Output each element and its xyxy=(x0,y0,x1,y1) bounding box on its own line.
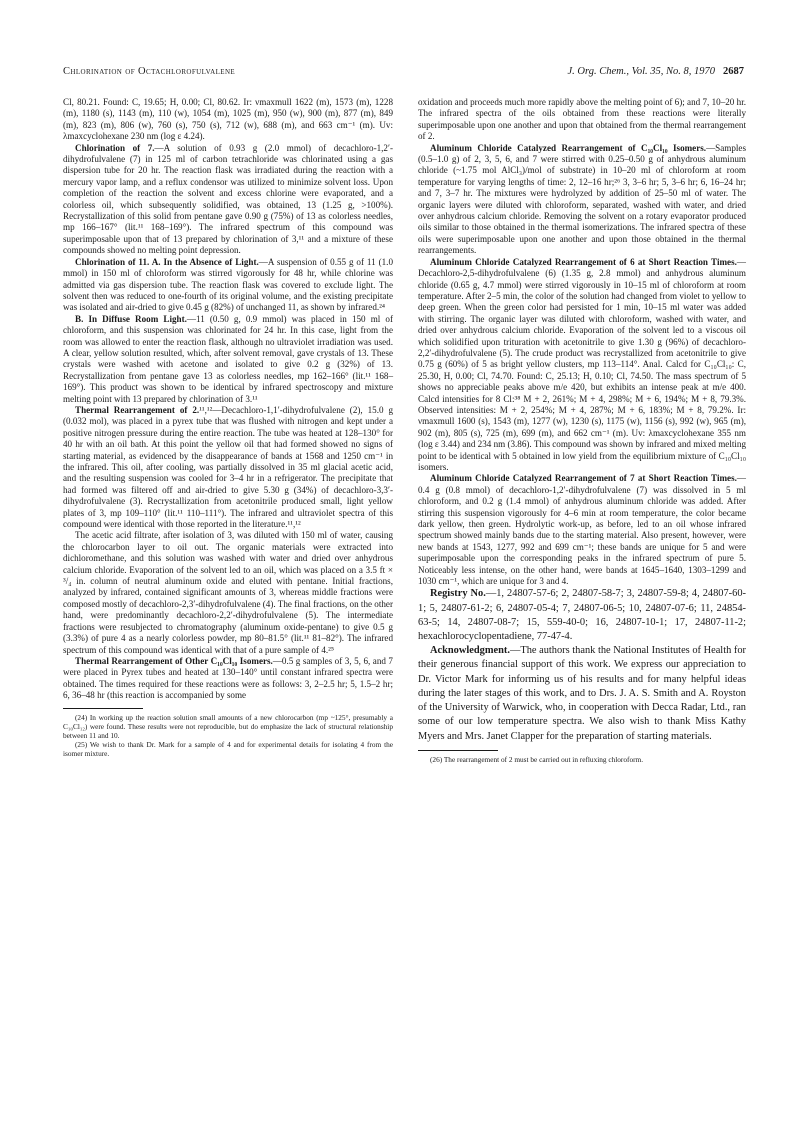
section-heading: Aluminum Chloride Catalyzed Rearrangement of 6 at Short Reaction Times. xyxy=(430,256,737,267)
paragraph-text: —The authors thank the National Institutes of Health for their generous financial support of this work. We express our appreciation to Dr. Victor Mark for informing us of his results and for many helpful ideas during the later stages of this work, and to Drs. J. A. S. Smith and A. Royston of the University of Warwick, who, in cooperation with Decca Radar, Ltd., ran some of our low temperature spectra. We also wish to thank Miss Kathy Myers and Mrs. Janet Clapper for the preparation of starting materials. xyxy=(418,645,746,742)
paragraph-alcl-7 xyxy=(418,473,746,587)
paragraph-text: —0.4 g (0.8 mmol) of decachloro-1,2′-dihydrofulvalene (7) was dissolved in 5 ml chloroform, and 0.2 g (1.4 mmol) of anhydrous aluminum chloride was added. After stirring this suspension vigorously for 4–6 min at room temperature, the color became dark yellow, then green. Hydrolytic work-up, as before, led to an oil whose infrared spectrum showed mainly bands due to the starting material. Also present, however, were new bands at 1543, 1277, 992 and 699 cm⁻¹; these bands are unique for 5 and were superimposable upon the corresponding peaks in the infrared spectrum of pure 5. Noticeably less intense, on the other hand, were bands at 1645–1640, 1303–1299 and 1030 cm⁻¹, which are unique for 3 and 4. xyxy=(418,473,746,587)
paragraph-text: ¹¹,¹²—Decachloro-1,1′-dihydrofulvalene (2), 15.0 g (0.032 mol), was placed in a pyrex tube that was flushed with nitrogen and kept under a positive nitrogen pressure during the entire reaction. The tube was heated at 128–130° for 40 hr with an oil bath. At this point the yellow oil that had formed showed no signs of starting material, as evidenced by the disappearance of bands at 1568 and 1250 cm⁻¹ in the infrared. This oil, after cooling, was partially dissolved in 35 ml glacial acetic acid, and the resulting suspension was cooled for 3–4 hr in a refrigerator. The precipitate that had formed was filtered off and air-dried to give 5.30 g (34%) of decachloro-3,3′-dihydrofulvalene (3). Recrystallization from acetonitrile produced small, light yellow plates of 3, mp 109–110° (lit.¹¹ 110–111°). The infrared and ultraviolet spectra of this compound were identical with those reported in the literature.¹¹,¹² xyxy=(63,404,394,530)
section-heading: Chlorination of 7. xyxy=(75,142,155,153)
paragraph-thermal-2 xyxy=(63,405,393,530)
paragraph-text: —0.5 g samples of 3, 5, 6, and 7 were placed in Pyrex tubes and heated at 130–140° until constant infrared spectra were obtained. The times required for these reactions were as follows: 3, 2–2.5 hr; 5, 1.5–2 hr; 6, 36–48 hr (this reaction is accompanied by some xyxy=(63,655,393,701)
paragraph-acetic-filtrate: The acetic acid filtrate, after isolation of 3, was diluted with 150 ml of water, causing the chlorocarbon layer to oil out. The organic materials were extracted into dichloromethane, and this solution was washed with water and dried over anhydrous calcium chloride. Evaporation of the solvent led to an oil, which was placed on a 3.5 ft × ³/₄ in. column of neutral aluminum oxide and eluted with pentane. Initial fractions, analyzed by infrared, contained significant amounts of 3, whereas middle fractions were composed mostly of decachloro-2,3′-dihydrofulvalene (4). The final fractions, on the other hand, were predominantly decachloro-2,2′-dihydrofulvalene (5). The intermediate fractions were resubjected to chromatography (aluminum oxide-pentane) to give 0.5 g (3.3%) of pure 4 as a nearly colorless powder, mp 80–81.5° (lit.¹¹ 81–82°). The infrared spectrum of this compound was identical with that of a pure sample of 4.²⁵ xyxy=(63,530,393,655)
left-column xyxy=(63,97,393,759)
footnote-25: (25) We wish to thank Dr. Mark for a sample of 4 and for experimental details for isolating 4 from the isomer mixture. xyxy=(63,740,393,759)
paragraph-diffuse-light xyxy=(63,314,393,405)
paragraph-alcl-isomers xyxy=(418,143,746,257)
registry-numbers xyxy=(418,587,746,644)
paragraph-text: —A solution of 0.93 g (2.0 mmol) of decachloro-1,2′-dihydrofulvalene (7) in 125 ml of carbon tetrachloride was chlorinated using a gas dispersion tube for 20 hr. The reaction flask was irradiated during the reaction with a mercury vapor lamp, and a reflux condensor was utilized to minimize solvent loss. Upon completion of the reaction the solvent and excess chlorine were evaporated, and a colorless oil, which subsequently solidified, was obtained, 13 (1.25 g, >100%). Recrystallization of this solid from pentane gave 0.90 g (75%) of 13 as colorless needles, mp 166–167° (lit.¹¹ 168–169°). The infrared spectrum of this compound was superimposable upon that of 13 prepared by chlorination of 3,¹¹ and a mixture of these compounds showed no melting point depression. xyxy=(63,142,393,256)
running-title: Chlorination of Octachlorofulvalene xyxy=(63,66,236,77)
section-heading: Thermal Rearrangement of 2. xyxy=(75,404,200,415)
footnote-26: (26) The rearrangement of 2 must be carried out in refluxing chloroform. xyxy=(430,754,644,764)
page-number: 2687 xyxy=(723,66,744,77)
paragraph-chlorination-11 xyxy=(63,257,393,314)
section-heading: B. In Diffuse Room Light. xyxy=(75,313,187,324)
journal-citation xyxy=(568,66,744,77)
paragraph-text: —Samples (0.5–1.0 g) of 2, 3, 5, 6, and 7 were stirred with 0.25–0.50 g of anhydrous aluminum chloride (~1.75 mol AlCl₃)/mol of substrate) in 10–20 ml of chloroform at room temperature for varying lengths of time: 2, 12–16 hr;²⁶ 3, 3–6 hr; 5, 3–6 hr; 6, 16–24 hr; and 7, 3–7 hr. The mixtures were hydrolyzed by addition of 25–50 ml of water. The organic layers were diluted with chloroform, separated, washed with water, and dried over anhydrous calcium chloride. Removing the solvent on a rotary evaporator produced oils similar to those obtained in the thermal isomerizations. The infrared spectra of these oils were superimposable upon one another and upon those obtained in the thermal rearrangements. xyxy=(418,142,746,256)
paragraph-text: —1, 24807-57-6; 2, 24807-58-7; 3, 24807-59-8; 4, 24807-60-1; 5, 24807-61-2; 6, 24807-05-4; 7, 24807-06-5; 10, 24807-07-6; 11, 24854-63-5; 14, 24807-08-7; 15, 559-40-0; 16, 24807-10-1; 17, 24807-11-2; hexachlorocyclopentadiene, 77-47-4. xyxy=(418,588,746,643)
section-heading: Chlorination of 11. A. In the Absence of Light. xyxy=(75,256,259,267)
footnote-divider xyxy=(63,708,143,709)
paragraph-chlorination-7 xyxy=(63,143,393,257)
right-column xyxy=(418,97,746,764)
paragraph-analysis: Cl, 80.21. Found: C, 19.65; H, 0.00; Cl, 80.62. Ir: νmaxmull 1622 (m), 1573 (m), 1228 (m), 1180 (s), 1143 (m), 110 (w), 1054 (m), 1025 (m), 950 (w), 900 (m), 877 (m), 849 (m), 823 (m), 806 (w), 760 (s), 750 (s), 712 (w), 688 (m), and 663 cm⁻¹ (m). Uv: λmaxcyclohexane 230 nm (log ε 4.24). xyxy=(63,97,393,142)
running-header xyxy=(63,66,744,82)
section-heading: Acknowledgment. xyxy=(430,645,510,657)
paragraph-thermal-other xyxy=(63,656,393,702)
paragraph-text: —A suspension of 0.55 g of 11 (1.0 mmol) in 150 ml of chloroform was stirred vigorously for 48 hr, while chlorine was admitted via gas dispersion tube. The reaction flask was covered to exclude light. The solvent then was reduced to one-fourth of its original volume, and the existing precipitate was isolated and air-dried to give 0.45 g (82%) of unchanged 11, as shown by infrared.²⁴ xyxy=(63,256,393,313)
paragraph-text: —Decachloro-2,5-dihydrofulvalene (6) (1.35 g, 2.8 mmol) and anhydrous aluminum chloride (0.65 g, 4.7 mmol) were stirred vigorously in 10–15 ml of chloroform at room temperature. After 2–5 min, the color of the solution had changed from violet to yellow to deep green. When the green color had persisted for 1 min, 10–15 ml water was added with stirring. The organic layer was diluted with chloroform, washed with water, and dried over anhydrous calcium chloride. Evaporation of the solvent led to a viscous oil which solidified upon trituration with acetonitrile to give 1.30 g (96%) of decachloro-2,2′-dihydrofulvalene (5). The crude product was recrystallized from acetonitrile to give 0.75 g (60%) of 5 as bright yellow clusters, mp 113–114°. Anal. Calcd for C₁₀Cl₁₀: C, 25.30, H, 0.00; Cl, 74.70. Found: C, 25.13; H, 0.10; Cl, 74.50. The mass spectrum of 5 shows no appreciable peaks above m/e 420, but exhibits an intense peak at m/e 400. Calcd intensities for 8 Cl:³⁸ M + 2, 261%; M + 4, 298%; M + 6, 194%; M + 8, 79.3%. Observed intensities: M + 2, 254%; M + 4, 287%; M + 6, 183%; M + 8, 79.2%. Ir: νmaxmull 1600 (s), 1543 (m), 1277 (w), 1230 (s), 1175 (w), 1156 (s), 992 (w), 965 (m), 902 (m), 805 (s), 725 (m), 699 (m), and 662 cm⁻¹ (m). Uv: λmaxcyclohexane 355 nm (log ε 3.44) and 234 nm (3.86). This compound was shown by infrared and mixed melting point to be identical with 5 obtained in low yield from the equilibrium mixture of C₁₀Cl₁₀ isomers. xyxy=(418,256,746,472)
paragraph-text: —11 (0.50 g, 0.9 mmol) was placed in 150 ml of chloroform, and this suspension was chlorinated for 24 hr. In this case, light from the room was allowed to enter the reaction flask, although no ultraviolet irradiation was used. A clear, yellow solution resulted, which, after solvent removal, gave crystals of 13. These crystals were washed with acetone and isolated to give 0.2 g (32%) of 13. Recrystallization from pentane gave 13 as colorless needles, mp 162–166° (lit.¹¹ 168–169°). This product was shown to be identical by infrared spectroscopy and mixture melting point with 13 prepared by chlorination of 3.¹¹ xyxy=(63,313,393,404)
paragraph-alcl-6 xyxy=(418,257,746,474)
section-heading: Aluminum Chloride Catalyzed Rearrangement of C₁₀Cl₁₀ Isomers. xyxy=(430,142,707,153)
acknowledgment xyxy=(418,644,746,743)
section-heading: Registry No. xyxy=(430,588,486,600)
section-heading: Aluminum Chloride Catalyzed Rearrangement of 7 at Short Reaction Times. xyxy=(430,473,737,484)
journal-name: J. Org. Chem., Vol. 35, No. 8, 1970 xyxy=(567,66,715,77)
footnote-24: (24) In working up the reaction solution small amounts of a new chlorocarbon (mp ~125°, presumably a C₁₀Cl₁₂) were found. These results were not reproducible, but do emphasize the lack of structural relationship between 11 and 10. xyxy=(63,712,393,740)
footnote-divider xyxy=(418,750,498,751)
paragraph-continuation: oxidation and proceeds much more rapidly above the melting point of 6); and 7, 10–20 hr. The infrared spectra of the oils obtained from these reactions were literally superimposable upon one another and upon that obtained from the thermal rearrangement of 2. xyxy=(418,97,746,142)
section-heading: Thermal Rearrangement of Other C₁₀Cl₁₀ Isomers. xyxy=(75,655,273,666)
